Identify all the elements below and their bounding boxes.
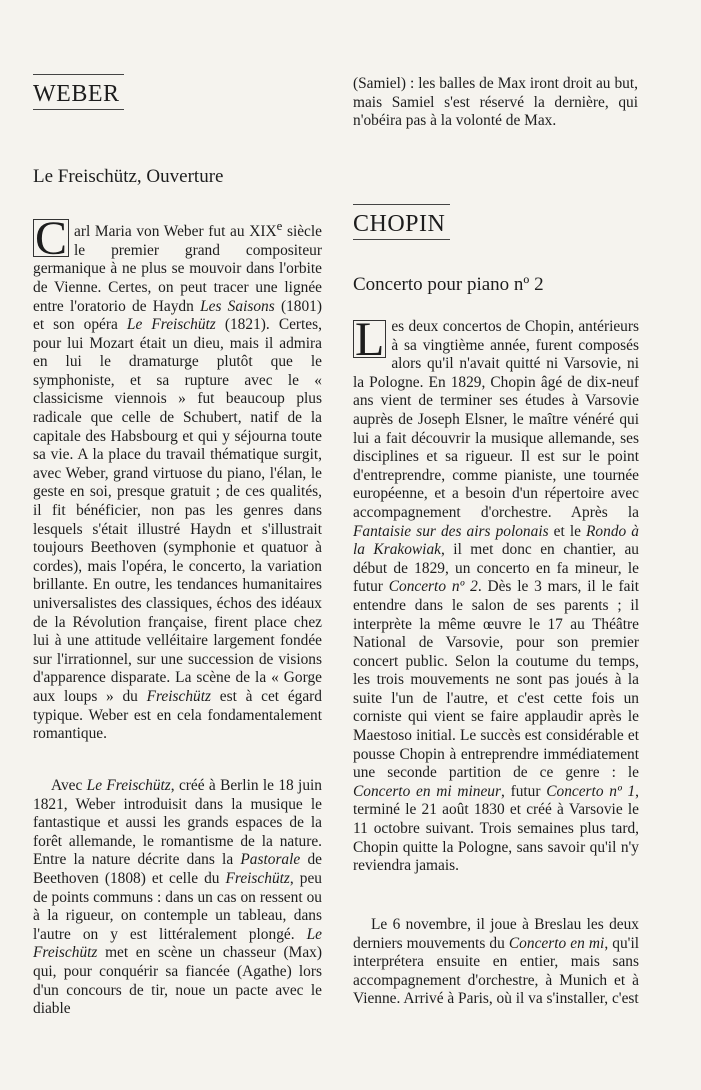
paragraph-chopin-2: Le 6 novembre, il joue à Breslau les deux derniers mouvements du Concerto en mi, qu'il interprétera ensuite en entier, mais sans accompagnement d'orchestre, à Munich et à Vienne. Arrivé à Paris, où il va s'installer, c'est (353, 916, 639, 1008)
paragraph-chopin-1 (353, 313, 640, 876)
paragraph-weber-1 (33, 212, 323, 744)
composer-heading-weber: WEBER (33, 74, 124, 110)
paragraph-weber-2: Avec Le Freischütz, créé à Berlin le 18 juin 1821, Weber introduisit dans la musique le fantastique et aussi les grands espaces de la forêt allemande, le romantisme de la nature. Entre la nature décrite dans la Pastorale de Beethoven (1808) et celle du Freischütz, peu de points communs : dans un cas on ressent ou à la rigueur, on contemple un tableau, dans l'autre on y est littéralement plongé. Le Freischütz met en scène un chasseur (Max) qui, pour conquérir sa fiancée (Agathe) lors d'un concours de tir, noue un pacte avec le diable (33, 777, 322, 1018)
paragraph-text: arl Maria von Weber fut au XIXe siècle le premier grand compositeur germanique à ne plus se mouvoir dans l'orbite de Vienne. Certes, on peut tracer une lignée entre l'oratorio de Haydn Les Saisons (1801) et son opéra Le Freischütz (1821). Certes, pour lui Mozart était un dieu, mais il admira en lui le dramaturge plutôt que le symphoniste, et sa rupture avec le « classicisme viennois » fut beaucoup plus radicale que celle de Schubert, natif de la capitale des Habsbourg et qui y séjourna toute sa vie. A la place du travail thématique surgit, avec Weber, grand virtuose du piano, l'élan, le geste en soi, presque gratuit ; de ces qualités, il fit bénéficier, non pas les genres dans lesquels s'était illustré Haydn et s'illustrait toujours Beethoven (symphonie et quatuor à cordes), mais l'opéra, le concerto, la variation brillante. En outre, les tendances humanitaires universalistes des classiques, échos des idéaux de la Révolution française, firent place chez lui à une attitude velléitaire largement fondée sur l'irrationnel, sur une succession de visions d'apparence disparate. La scène de la « Gorge aux loups » du Freischütz est à cet égard typique. Weber est en cela fondamentalement romantique. (33, 219, 323, 743)
drop-cap: L (355, 313, 385, 366)
work-title-concerto: Concerto pour piano nº 2 (353, 274, 544, 295)
paragraph-text: es deux concertos de Chopin, antérieurs à sa vingtième année, furent composés alors qu'il n'avait quitté ni Varsovie, ni la Pologne. En 1829, Chopin âgé de dix-neuf ans vient de terminer ses études à Varsovie auprès de Joseph Elsner, le maître vénéré qui lui a fait découvrir la musique allemande, ses disciplines et sa rigueur. Il est sur le point d'entreprendre, comme pianiste, une tournée européenne, et a besoin d'un répertoire avec accompagnement d'orchestre. Après la Fantaisie sur des airs polonais et le Rondo à la Krakowiak, il met donc en chantier, au début de 1829, un concerto en fa mineur, le futur Concerto nº 2. Dès le 3 mars, il le fait entendre dans le salon de ses parents ; il interprète la même œuvre le 17 au Théâtre National de Varsovie, pour son premier concert public. Selon la coutume du temps, les trois mouvements ne sont pas joués à la suite l'un de l'autre, et c'est cette fois un corniste qui vient se faire applaudir après le Maestoso initial. Le succès est considérable et pousse Chopin à entreprendre immédiatement une seconde partition de ce genre : le Concerto en mi mineur, futur Concerto nº 1, terminé le 21 août 1830 et créé à Varsovie le 11 octobre suivant. Trois semaines plus tard, Chopin quitte la Pologne, sans savoir qu'il n'y reviendra jamais. (353, 318, 640, 875)
work-title-freischutz: Le Freischütz, Ouverture (33, 166, 224, 187)
drop-cap: C (35, 212, 68, 265)
paragraph-samiel: (Samiel) : les balles de Max iront droit au but, mais Samiel s'est réservé la dernière, qui n'obéira pas à la volonté de Max. (353, 75, 638, 130)
composer-heading-chopin: CHOPIN (353, 204, 450, 240)
